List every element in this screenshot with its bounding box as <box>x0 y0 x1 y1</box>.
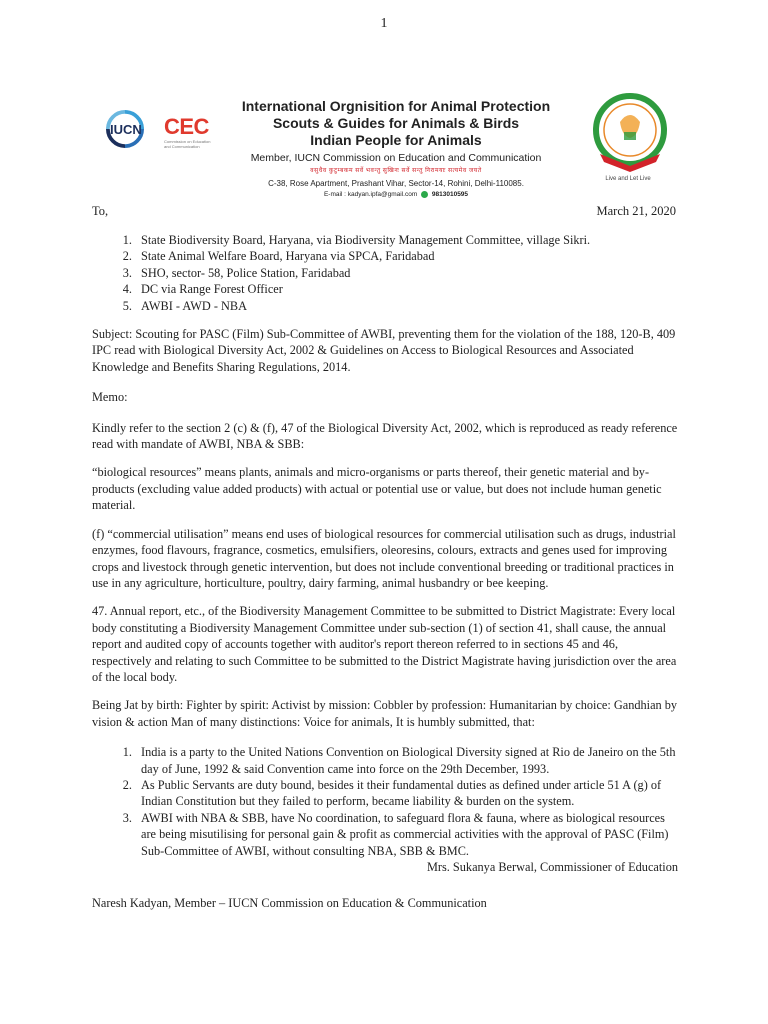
letterhead-text <box>216 98 576 198</box>
cec-label: CEC <box>164 114 209 139</box>
address: C-38, Rose Apartment, Prashant Vihar, Sector-14, Rohini, Delhi-110085. <box>268 179 524 188</box>
paragraph-biological-resources: “biological resources” means plants, animals and micro-organisms or parts thereof, their genetic material and by-products (excluding value added products) with actual or potential use or value, but does not include human genetic material. <box>92 465 662 513</box>
letter-date: March 21, 2020 <box>596 204 676 218</box>
letter-body <box>92 232 678 912</box>
page-number: 1 <box>380 16 388 31</box>
list-item: 3. AWBI with NBA & SBB, have No coordination, to safeguard flora & fauna, where as biological resources are being misutilising for personal gain & profit as commercial activities with the approval of PASC (Film) Sub-Committee of AWBI, without consulting NBA, SBB & BMC. <box>135 810 678 859</box>
letterhead <box>92 92 680 204</box>
list-item: 3. SHO, sector- 58, Police Station, Faridabad <box>135 265 678 281</box>
list-item: 4. DC via Range Forest Officer <box>135 281 678 297</box>
ipfa-seal-icon <box>590 92 670 174</box>
cec-subtitle: Commission on Education and Communication <box>164 139 211 149</box>
org-name-3: Indian People for Animals <box>310 132 482 148</box>
paragraph-section-47: 47. Annual report, etc., of the Biodiversity Management Committee to be submitted to District Magistrate: Every local body constituting a Biodiversity Management Committee under sub-section (1) of section 41, shall cause, the annual report and audited copy of accounts together with auditor's report thereon referred to in sections 45 and 46, respectively and relating to such Committee to be submitted to the District Magistrate having jurisdiction over the area of the local body. <box>92 604 677 684</box>
list-item: 1. India is a party to the United Nations Convention on Biological Diversity signed at Rio de Janeiro on the 5th day of June, 1992 & said Convention came into force on the 29th December, 1993. <box>135 744 678 777</box>
member-line: Member, IUCN Commission on Education and Communication <box>250 152 542 164</box>
whatsapp-icon <box>421 191 428 198</box>
paragraph-submission: Being Jat by birth: Fighter by spirit: Activist by mission: Cobbler by profession: Humanitarian by choice: Gandhian by vision & action Man of many distinctions: Voice for animals, It is humbly submitted, that: <box>92 698 678 729</box>
list-item: 2. As Public Servants are duty bound, besides it their fundamental duties as defined under article 51 A (g) of Indian Constitution but they failed to perform, became liability & burden on the system. <box>135 777 678 810</box>
memo-label: Memo: <box>92 390 128 405</box>
recipient-list <box>92 232 678 314</box>
footer-line: Naresh Kadyan, Member – IUCN Commission on Education & Communication <box>92 896 487 911</box>
signature-line: Mrs. Sukanya Berwal, Commissioner of Education <box>426 860 678 874</box>
org-name-2: Scouts & Guides for Animals & Birds <box>272 115 520 131</box>
list-item: 5. AWBI - AWD - NBA <box>135 298 678 314</box>
iucn-label: IUCN <box>110 122 142 137</box>
email: E-mail : kadyan.ipfa@gmail.com <box>323 191 418 199</box>
list-item: 1. State Biodiversity Board, Haryana, via Biodiversity Management Committee, village Sikri. <box>135 232 678 248</box>
hindi-mottos: वसुधैव कुटुम्बकम सर्वे भवन्तु सुखिनः सर्वे सन्तु निरामयाः सत्यमेव जयते <box>310 168 482 174</box>
contact-line <box>216 191 576 198</box>
salutation: To, <box>92 204 109 218</box>
list-item: 2. State Animal Welfare Board, Haryana via SPCA, Faridabad <box>135 248 678 264</box>
phone: 9813010595 <box>431 191 469 199</box>
org-name-1: International Orgnisition for Animal Protection <box>241 98 551 114</box>
paragraph-commercial-utilisation: (f) “commercial utilisation” means end uses of biological resources for commercial utilisation such as drugs, industrial enzymes, food flavours, fragrance, cosmetics, emulsifiers, oleoresins, colours, extracts and genes used for improving crops and livestock through genetic intervention, but does not include conventional breeding or traditional practices in use in any agriculture, horticulture, poultry, dairy farming, animal husbandry or bee keeping. <box>92 526 676 590</box>
subject: Subject: Scouting for PASC (Film) Sub-Committee of AWBI, preventing them for the violation of the 188, 120-B, 409 IPC read with Biological Diversity Act, 2002 & Guidelines on Access to Biological Resources and Associated Knowledge and Benefits Sharing Regulations, 2014. <box>92 327 676 374</box>
seal-caption: Live and Let Live <box>605 176 651 182</box>
paragraph-refer: Kindly refer to the section 2 (c) & (f), 47 of the Biological Diversity Act, 2002, which is reproduced as ready reference read with mandate of AWBI, NBA & SBB: <box>92 420 678 452</box>
points-list <box>92 744 678 859</box>
